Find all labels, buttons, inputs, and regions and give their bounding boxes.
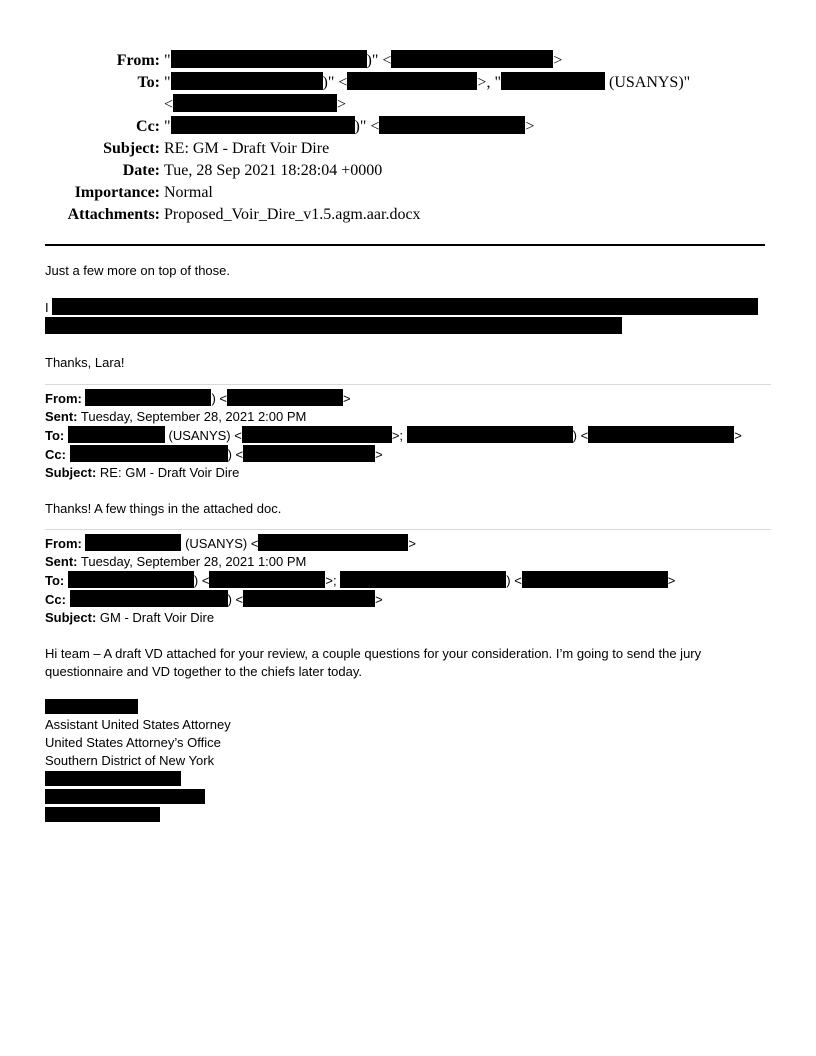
redaction-box xyxy=(391,50,553,68)
redaction-box xyxy=(45,807,160,822)
header-date-row xyxy=(0,160,816,182)
message-separator xyxy=(45,384,771,385)
header-divider xyxy=(45,244,765,246)
redaction-box xyxy=(85,389,211,406)
header-from-row: From: " )" < > xyxy=(0,50,816,72)
redaction-box xyxy=(171,116,355,134)
message2-header: From: ) < > Sent: Tuesday, September 28, 2021 2:00 PM To: (USANYS) < >; ) < > Cc: ) < > Subject: RE: GM - Draft Voir Dire xyxy=(45,391,742,480)
message2-body: Thanks! A few things in the attached doc. xyxy=(45,501,282,516)
redaction-box xyxy=(45,699,138,714)
header-to-row: To: " )" < >, " (USANYS)" xyxy=(0,72,816,94)
message3-body: Hi team – A draft VD attached for your review, a couple questions for your consideration. I’m going to send the jury questionnaire and VD together to the chiefs later today. xyxy=(45,646,702,679)
signature-district: Southern District of New York xyxy=(45,753,215,768)
redaction-box xyxy=(45,771,181,786)
signature-office: United States Attorney’s Office xyxy=(45,735,221,750)
redaction-box xyxy=(70,445,228,462)
header-date-value: Tue, 28 Sep 2021 18:28:04 +0000 xyxy=(164,162,383,179)
redaction-box xyxy=(588,426,734,443)
redaction-box xyxy=(85,534,181,551)
header-cc-label: Cc: xyxy=(136,118,160,135)
redaction-box xyxy=(243,445,375,462)
signature-block xyxy=(45,699,771,822)
message-separator xyxy=(45,529,771,530)
signature-title: Assistant United States Attorney xyxy=(45,717,231,732)
redaction-box xyxy=(45,317,622,334)
redaction-box xyxy=(209,571,325,588)
redaction-box xyxy=(173,94,337,112)
redaction-box xyxy=(171,50,367,68)
redaction-box xyxy=(227,389,343,406)
header-importance-row xyxy=(0,182,816,204)
redaction-box xyxy=(407,426,573,443)
redaction-box xyxy=(52,298,758,315)
message1-thanks: Thanks, Lara! xyxy=(45,355,125,370)
redaction-box xyxy=(522,571,668,588)
redaction-box xyxy=(347,72,477,90)
header-date-label: Date: xyxy=(122,162,160,179)
header-from-label: From: xyxy=(116,52,160,69)
email-header xyxy=(0,50,816,226)
redaction-box xyxy=(379,116,525,134)
header-attachments-label: Attachments: xyxy=(67,206,160,223)
header-attachments-row xyxy=(0,204,816,226)
message1-line: Just a few more on top of those. xyxy=(45,263,230,278)
redaction-box xyxy=(70,590,228,607)
redaction-box xyxy=(501,72,605,90)
redaction-box xyxy=(242,426,392,443)
redaction-box xyxy=(258,534,408,551)
header-subject-row xyxy=(0,138,816,160)
header-cc-row: Cc: " )" < > xyxy=(0,116,816,138)
header-subject-value: RE: GM - Draft Voir Dire xyxy=(164,140,330,157)
header-subject-label: Subject: xyxy=(103,140,160,157)
header-to-label: To: xyxy=(137,74,160,91)
redaction-box xyxy=(243,590,375,607)
header-importance-value: Normal xyxy=(164,184,213,201)
header-importance-label: Importance: xyxy=(74,184,160,201)
header-to-row-cont: < > xyxy=(164,96,347,113)
redaction-box xyxy=(68,571,194,588)
redaction-box xyxy=(171,72,323,90)
redaction-box xyxy=(45,789,205,804)
email-body xyxy=(45,262,771,822)
redaction-box xyxy=(340,571,506,588)
message3-header: From: (USANYS) < > Sent: Tuesday, September 28, 2021 1:00 PM To: ) < >; ) < > Cc: ) < > Subject: GM - Draft Voir Dire xyxy=(45,536,676,625)
redaction-box xyxy=(68,426,165,443)
message1-redacted-paragraph: I xyxy=(45,298,771,336)
attachment-filename[interactable]: Proposed_Voir_Dire_v1.5.agm.aar.docx xyxy=(164,206,421,223)
